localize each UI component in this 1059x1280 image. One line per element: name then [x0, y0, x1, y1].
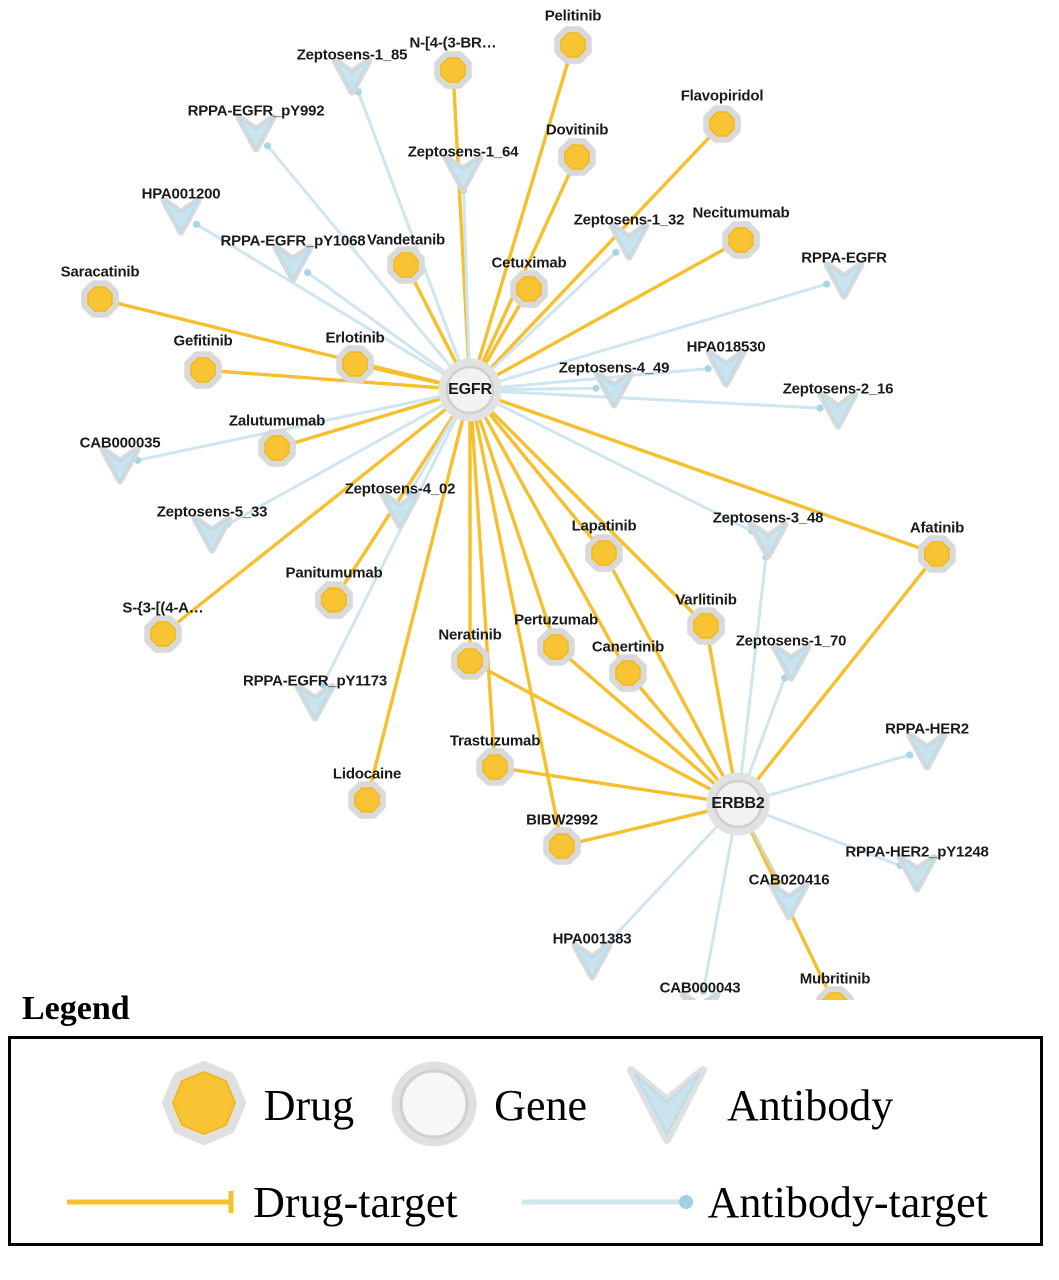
edge-antibody-target: [308, 273, 446, 373]
node-drug[interactable]: [922, 539, 952, 569]
node-label-afatinib: Afatinib: [909, 519, 965, 537]
node-label-flavopiridol: Flavopiridol: [680, 87, 764, 105]
legend-item-gene: [388, 1060, 587, 1152]
edge-drug-target: [498, 400, 921, 548]
edge-layer: [115, 60, 930, 995]
edge-dot: [704, 365, 711, 372]
edge-drug-target: [343, 415, 453, 586]
drug-octagon[interactable]: [925, 542, 949, 566]
edge-dot: [193, 221, 200, 228]
node-label-erlotinib: Erlotinib: [325, 329, 385, 347]
drug-octagon[interactable]: [710, 112, 734, 136]
node-label-neratinib: Neratinib: [438, 626, 502, 644]
node-drug[interactable]: [188, 355, 218, 385]
edge-antibody-target: [323, 417, 457, 685]
node-label-zeptosens-1-64: Zeptosens-1_64: [407, 143, 519, 161]
drug-octagon[interactable]: [394, 253, 418, 277]
edge-drug-target: [491, 411, 694, 614]
drug-octagon[interactable]: [616, 661, 640, 685]
edge-dot: [816, 404, 823, 411]
node-drug[interactable]: [438, 55, 468, 85]
node-label-pertuzumab: Pertuzumab: [514, 611, 598, 629]
edge-drug-target: [491, 136, 711, 368]
node-antibody[interactable]: [195, 519, 229, 550]
node-drug[interactable]: [455, 646, 485, 676]
edge-dot: [304, 269, 311, 276]
node-label-rppa-egfr: RPPA-EGFR: [801, 249, 887, 267]
legend-item-drug: [158, 1060, 354, 1152]
edge-antibody-target: [748, 678, 784, 776]
drug-octagon[interactable]: [592, 541, 616, 565]
drug-octagon[interactable]: [343, 352, 367, 376]
octagon-icon: [158, 1060, 250, 1152]
node-drug[interactable]: [352, 785, 382, 815]
circle-icon: [388, 1060, 480, 1152]
node-label-zeptosens-4-02: Zeptosens-4_02: [344, 480, 456, 498]
node-label-erbb2: ERBB2: [711, 795, 765, 812]
node-label-pelitinib: Pelitinib: [544, 7, 602, 25]
node-antibody[interactable]: [335, 61, 369, 92]
node-label-panitumumab: Panitumumab: [285, 564, 383, 582]
node-antibody[interactable]: [900, 858, 934, 889]
node-label-cetuximab: Cetuximab: [491, 254, 567, 272]
drug-octagon[interactable]: [191, 358, 215, 382]
node-label-hpa001383: HPA001383: [552, 930, 632, 948]
edge-antibody-target: [500, 388, 596, 389]
node-antibody[interactable]: [164, 201, 198, 232]
edge-antibody-target: [703, 833, 732, 991]
drug-octagon[interactable]: [517, 277, 541, 301]
edge-dot: [823, 281, 830, 288]
node-antibody[interactable]: [821, 395, 855, 426]
node-label-cab000043: CAB000043: [659, 979, 741, 997]
edge-drug-target: [472, 420, 494, 750]
node-label-egfr: EGFR: [448, 381, 492, 398]
node-antibody[interactable]: [772, 886, 806, 917]
node-label-rppa-egfr-py1173: RPPA-EGFR_pY1173: [242, 672, 388, 690]
vee-icon: [621, 1060, 713, 1152]
node-drug[interactable]: [262, 433, 292, 463]
legend-label-drug: Drug: [263, 1081, 355, 1130]
edge-drug-target: [639, 686, 719, 781]
legend-label-antibody: Antibody: [727, 1081, 894, 1130]
node-label-rppa-her2-py1248: RPPA-HER2_pY1248: [845, 843, 989, 861]
edge-drug-target: [372, 368, 441, 384]
node-label-rppa-egfr-py992: RPPA-EGFR_pY992: [187, 102, 325, 120]
node-label-canertinib: Canertinib: [591, 638, 665, 656]
node-label-saracatinib: Saracatinib: [60, 263, 140, 281]
drug-octagon[interactable]: [561, 33, 585, 57]
drug-edge-icon: [63, 1187, 243, 1217]
node-label-rppa-her2: RPPA-HER2: [885, 720, 969, 738]
drug-octagon[interactable]: [441, 58, 465, 82]
legend-node-row: [11, 1053, 1040, 1158]
node-label-cab000035: CAB000035: [79, 434, 161, 452]
node-drug[interactable]: [340, 349, 370, 379]
edge-antibody-target: [604, 826, 717, 947]
drug-octagon[interactable]: [88, 287, 112, 311]
node-drug[interactable]: [514, 274, 544, 304]
node-label-hpa018530: HPA018530: [686, 338, 766, 356]
legend-box: [8, 1036, 1043, 1246]
node-label-n-4-3-br: N-[4-(3-BR…: [409, 34, 497, 52]
edge-dot: [592, 385, 599, 392]
drug-octagon[interactable]: [483, 755, 507, 779]
node-label-trastuzumab: Trastuzumab: [449, 732, 541, 750]
node-antibody[interactable]: [751, 525, 785, 556]
node-drug[interactable]: [547, 831, 577, 861]
drug-octagon[interactable]: [550, 834, 574, 858]
node-label-gefitinib: Gefitinib: [173, 332, 233, 350]
drug-octagon[interactable]: [322, 588, 346, 612]
node-label-cab020416: CAB020416: [748, 871, 830, 889]
drug-octagon[interactable]: [544, 635, 568, 659]
legend-item-antibody: [621, 1060, 893, 1152]
node-drug[interactable]: [589, 538, 619, 568]
edge-dot: [906, 751, 913, 758]
edge-dot: [264, 142, 271, 149]
legend: [8, 990, 1051, 1246]
legend-label-gene: Gene: [494, 1081, 588, 1130]
node-label-zeptosens-3-48: Zeptosens-3_48: [712, 509, 824, 527]
drug-octagon[interactable]: [458, 649, 482, 673]
legend-label-drug-target: Drug-target: [253, 1177, 458, 1227]
node-drug[interactable]: [613, 658, 643, 688]
node-label-varlitinib: Varlitinib: [675, 591, 737, 609]
legend-item-drug-target: [63, 1177, 457, 1228]
edge-drug-target: [757, 567, 927, 780]
node-antibody[interactable]: [103, 450, 137, 481]
node-drug[interactable]: [558, 30, 588, 60]
legend-label-antibody-target: Antibody-target: [707, 1177, 988, 1227]
legend-edge-row: [11, 1167, 1040, 1237]
node-drug[interactable]: [391, 250, 421, 280]
node-label-necitumumab: Necitumumab: [692, 204, 790, 222]
node-drug[interactable]: [319, 585, 349, 615]
node-drug[interactable]: [562, 142, 592, 172]
node-drug[interactable]: [691, 611, 721, 641]
node-label-lapatinib: Lapatinib: [571, 517, 637, 535]
node-label-s-3-4-a: S-{3-[(4-A…: [122, 599, 204, 617]
node-label-zeptosens-1-70: Zeptosens-1_70: [735, 632, 847, 650]
node-drug[interactable]: [148, 619, 178, 649]
node-antibody[interactable]: [709, 353, 743, 384]
node-antibody[interactable]: [446, 158, 480, 189]
node-antibody[interactable]: [827, 265, 861, 296]
node-antibody[interactable]: [774, 647, 808, 678]
antibody-edge-icon: [518, 1187, 698, 1217]
node-label-lidocaine: Lidocaine: [332, 765, 402, 783]
node-label-hpa001200: HPA001200: [141, 185, 221, 203]
drug-octagon[interactable]: [729, 228, 753, 252]
node-label-zeptosens-5-33: Zeptosens-5_33: [156, 503, 268, 521]
edge-drug-target: [479, 61, 569, 361]
edge-drug-target: [579, 811, 709, 842]
legend-title: Legend: [22, 990, 130, 1027]
edge-drug-target: [480, 418, 551, 630]
node-label-rppa-egfr-py1068: RPPA-EGFR_pY1068: [220, 232, 366, 250]
drug-octagon[interactable]: [151, 622, 175, 646]
node-antibody[interactable]: [298, 687, 332, 718]
node-drug[interactable]: [541, 632, 571, 662]
node-antibody[interactable]: [575, 946, 609, 977]
node-antibody[interactable]: [910, 736, 944, 767]
node-drug[interactable]: [707, 109, 737, 139]
node-label-vandetanib: Vandetanib: [366, 231, 446, 249]
node-label-bibw2992: BIBW2992: [526, 811, 598, 829]
edge-antibody-target: [500, 392, 820, 409]
legend-item-antibody-target: [518, 1177, 988, 1228]
node-drug[interactable]: [480, 752, 510, 782]
edge-dot: [612, 249, 619, 256]
node-label-zeptosens-4-49: Zeptosens-4_49: [558, 359, 670, 377]
node-label-zeptosens-1-32: Zeptosens-1_32: [573, 211, 685, 229]
node-drug[interactable]: [726, 225, 756, 255]
drug-octagon[interactable]: [694, 614, 718, 638]
drug-octagon[interactable]: [265, 436, 289, 460]
node-label-zalutumumab: Zalutumumab: [228, 412, 326, 430]
node-label-zeptosens-1-85: Zeptosens-1_85: [296, 46, 408, 64]
drug-octagon[interactable]: [355, 788, 379, 812]
drug-octagon[interactable]: [565, 145, 589, 169]
node-drug[interactable]: [85, 284, 115, 314]
node-label-mubritinib: Mubritinib: [799, 970, 871, 988]
node-label-zeptosens-2-16: Zeptosens-2_16: [782, 380, 894, 398]
edge-antibody-target: [767, 755, 910, 796]
node-label-dovitinib: Dovitinib: [545, 121, 609, 139]
